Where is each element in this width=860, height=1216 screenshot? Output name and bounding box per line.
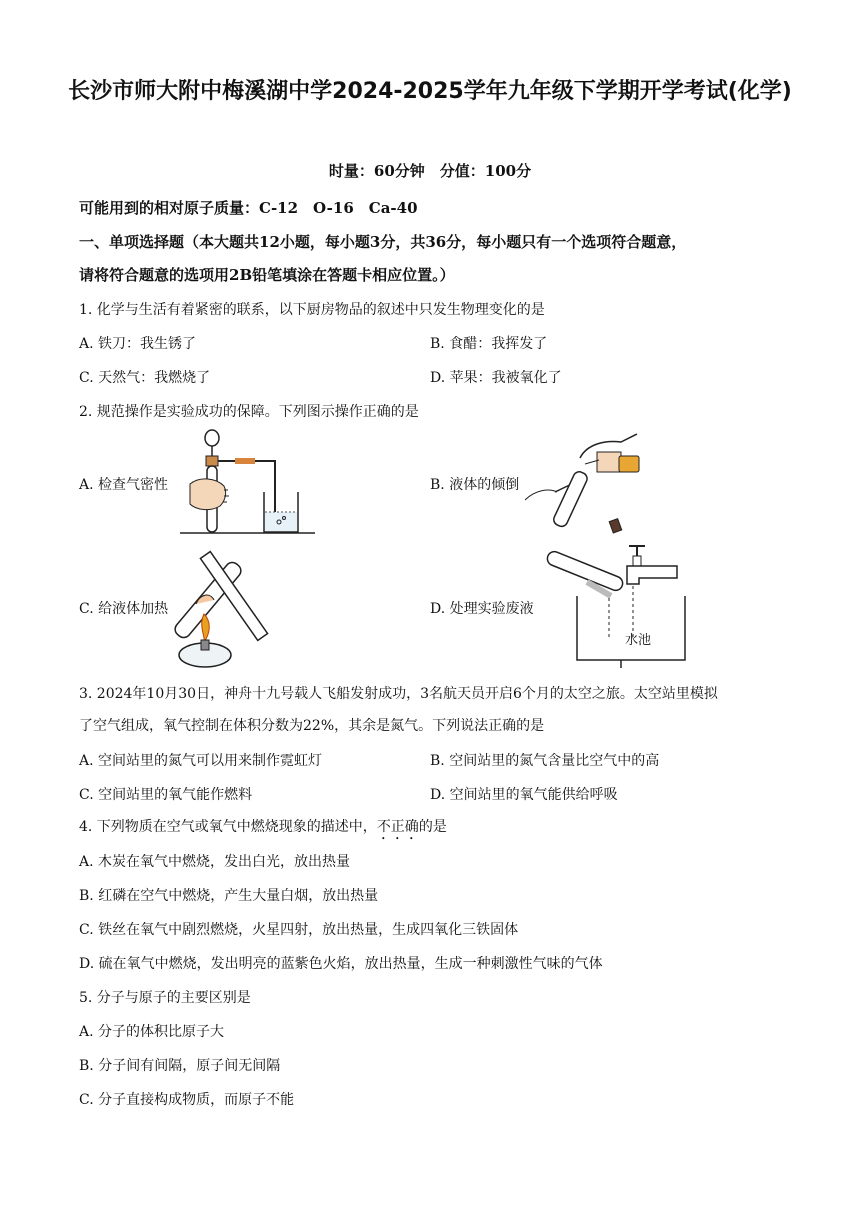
section1-heading-line2: 请将符合题意的选项用2B铅笔填涂在答题卡相应位置。）	[79, 266, 455, 284]
question-3-option-a: A. 空间站里的氮气可以用来制作霓虹灯	[79, 753, 323, 769]
question-1-stem: 1. 化学与生活有着紧密的联系，以下厨房物品的叙述中只发生物理变化的是	[79, 302, 545, 318]
question-2-option-d: D. 处理实验废液	[430, 601, 534, 617]
question-3-stem-line2: 了空气组成，氧气控制在体积分数为22%，其余是氮气。下列说法正确的是	[79, 718, 545, 734]
question-4-stem-post: 的是	[418, 819, 447, 835]
question-3-option-c: C. 空间站里的氧气能作燃料	[79, 787, 253, 803]
question-4-stem	[79, 816, 447, 843]
question-1-option-b: B. 食醋：我挥发了	[430, 336, 548, 352]
question-4-stem-pre: 4. 下列物质在空气或氧气中燃烧现象的描述中，	[79, 819, 377, 835]
waste-liquid-disposal-figure	[545, 542, 695, 670]
question-2-stem: 2. 规范操作是实验成功的保障。下列图示操作正确的是	[79, 404, 419, 420]
question-4-option-a: A. 木炭在氧气中燃烧，发出白光，放出热量	[79, 854, 351, 870]
question-5-option-a: A. 分子的体积比原子大	[79, 1024, 225, 1040]
question-3-stem-line1: 3. 2024年10月30日，神舟十九号载人飞船发射成功，3名航天员开启6个月的太空之旅。太空站里模拟	[79, 686, 718, 702]
question-2-option-a: A. 检查气密性	[79, 477, 169, 493]
question-1-option-c: C. 天然气：我燃烧了	[79, 370, 211, 386]
question-2-option-c: C. 给液体加热	[79, 601, 169, 617]
atomic-masses-note: 可能用到的相对原子质量：C-12 O-16 Ca-40	[79, 199, 418, 217]
question-2-option-b: B. 液体的倾倒	[430, 477, 520, 493]
question-4-option-b: B. 红磷在空气中燃烧，产生大量白烟，放出热量	[79, 888, 379, 904]
question-5-option-c: C. 分子直接构成物质，而原子不能	[79, 1092, 295, 1108]
question-1-option-d: D. 苹果：我被氧化了	[430, 370, 562, 386]
question-4-option-d: D. 硫在氧气中燃烧，发出明亮的蓝紫色火焰，放出热量，生成一种刺激性气味的气体	[79, 956, 603, 972]
page-title: 长沙市师大附中梅溪湖中学2024-2025学年九年级下学期开学考试(化学)	[68, 79, 792, 104]
question-1-option-a: A. 铁刀：我生锈了	[79, 336, 197, 352]
heating-liquid-figure	[170, 542, 295, 672]
section1-heading-line1: 一、单项选择题（本大题共12小题，每小题3分，共36分，每小题只有一个选项符合题意，	[79, 233, 687, 251]
question-4-option-c: C. 铁丝在氧气中剧烈燃烧，火星四射，放出热量，生成四氧化三铁固体	[79, 922, 519, 938]
liquid-pouring-figure	[525, 430, 660, 535]
question-4-stem-emphasis: 不正确	[376, 819, 419, 835]
question-5-option-b: B. 分子间有间隔，原子间无间隔	[79, 1058, 281, 1074]
airtightness-check-figure	[180, 428, 315, 536]
question-5-stem: 5. 分子与原子的主要区别是	[79, 990, 251, 1006]
question-3-option-b: B. 空间站里的氮气含量比空气中的高	[430, 753, 660, 769]
question-3-option-d: D. 空间站里的氧气能供给呼吸	[430, 787, 618, 803]
sink-label: 水池	[625, 632, 652, 647]
exam-time-score: 时量：60分钟 分值：100分	[328, 162, 532, 180]
